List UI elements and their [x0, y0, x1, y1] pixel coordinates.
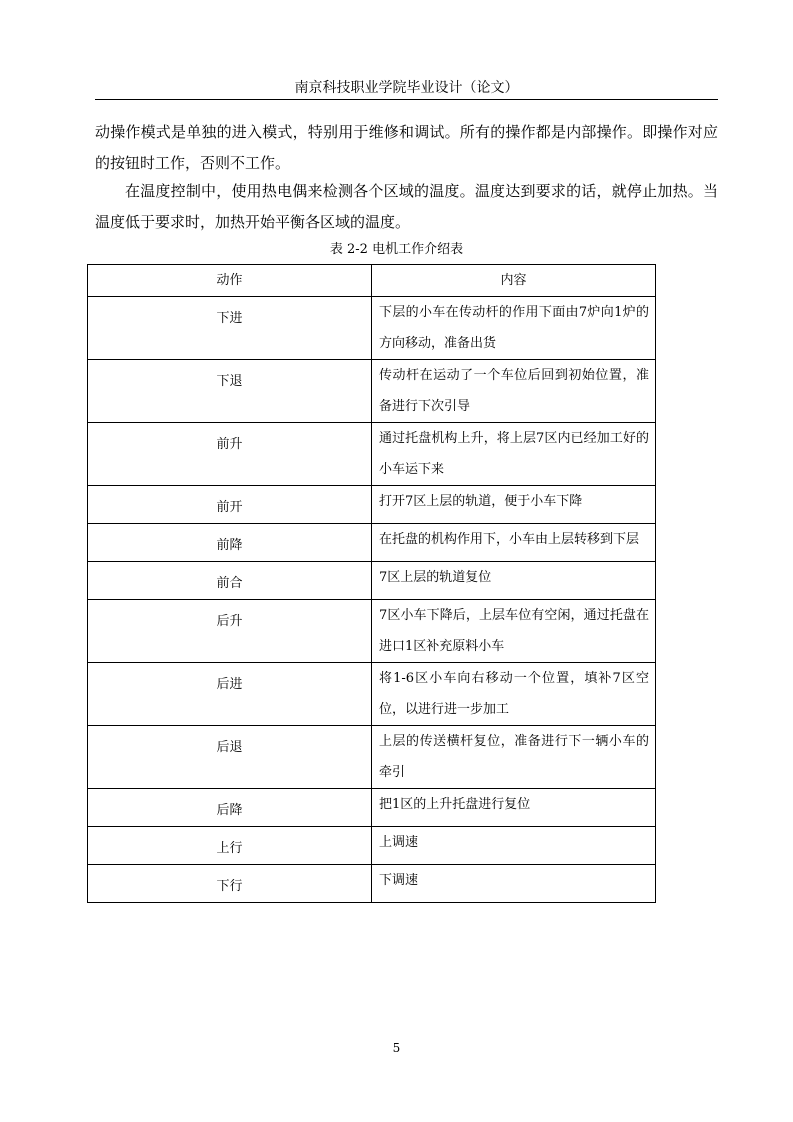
- table-row: [88, 726, 656, 789]
- action-cell: 前升: [88, 423, 372, 486]
- content-cell: 上层的传送横杆复位，准备进行下一辆小车的牵引: [372, 726, 656, 789]
- header-cell-content: 内容: [372, 265, 656, 297]
- table-row: [88, 562, 656, 600]
- content-cell: 在托盘的机构作用下，小车由上层转移到下层: [372, 524, 656, 562]
- page-number: 5: [392, 1041, 401, 1055]
- content-cell: 上调速: [372, 827, 656, 865]
- table-row: [88, 423, 656, 486]
- header-divider: [95, 99, 718, 100]
- action-cell: 下行: [88, 865, 372, 903]
- table-row: [88, 663, 656, 726]
- content-cell: 将1-6区小车向右移动一个位置，填补7区空位，以进行进一步加工: [372, 663, 656, 726]
- motor-work-table: [87, 264, 656, 903]
- action-cell: 后升: [88, 600, 372, 663]
- table-row: [88, 600, 656, 663]
- table-caption: 表 2-2 电机工作介绍表: [329, 242, 464, 257]
- table-row: [88, 486, 656, 524]
- content-cell: 7区上层的轨道复位: [372, 562, 656, 600]
- content-cell: 下层的小车在传动杆的作用下面由7炉向1炉的方向移动，准备出货: [372, 297, 656, 360]
- content-cell: 打开7区上层的轨道，便于小车下降: [372, 486, 656, 524]
- action-cell: 后退: [88, 726, 372, 789]
- header-cell-action: 动作: [88, 265, 372, 297]
- table-row: [88, 789, 656, 827]
- page-header: 南京科技职业学院毕业设计（论文）: [294, 80, 519, 96]
- table-header-row: [88, 265, 656, 297]
- action-cell: 后降: [88, 789, 372, 827]
- action-cell: 上行: [88, 827, 372, 865]
- action-cell: 前开: [88, 486, 372, 524]
- action-cell: 下退: [88, 360, 372, 423]
- content-cell: 下调速: [372, 865, 656, 903]
- content-cell: 7区小车下降后，上层车位有空闲，通过托盘在进口1区补充原料小车: [372, 600, 656, 663]
- action-cell: 前降: [88, 524, 372, 562]
- action-cell: 后进: [88, 663, 372, 726]
- content-cell: 通过托盘机构上升，将上层7区内已经加工好的小车运下来: [372, 423, 656, 486]
- table-row: [88, 827, 656, 865]
- body-paragraph-1: 动操作模式是单独的进入模式，特别用于维修和调试。所有的操作都是内部操作。即操作对应的按钮时工作，否则不工作。: [95, 123, 718, 172]
- table-row: [88, 297, 656, 360]
- table-row: [88, 360, 656, 423]
- content-cell: 传动杆在运动了一个车位后回到初始位置，准备进行下次引导: [372, 360, 656, 423]
- body-paragraph-2: 在温度控制中，使用热电偶来检测各个区域的温度。温度达到要求的话，就停止加热。当温度低于要求时，加热开始平衡各区域的温度。: [95, 182, 718, 231]
- action-cell: 前合: [88, 562, 372, 600]
- action-cell: 下进: [88, 297, 372, 360]
- table-row: [88, 865, 656, 903]
- table-row: [88, 524, 656, 562]
- content-cell: 把1区的上升托盘进行复位: [372, 789, 656, 827]
